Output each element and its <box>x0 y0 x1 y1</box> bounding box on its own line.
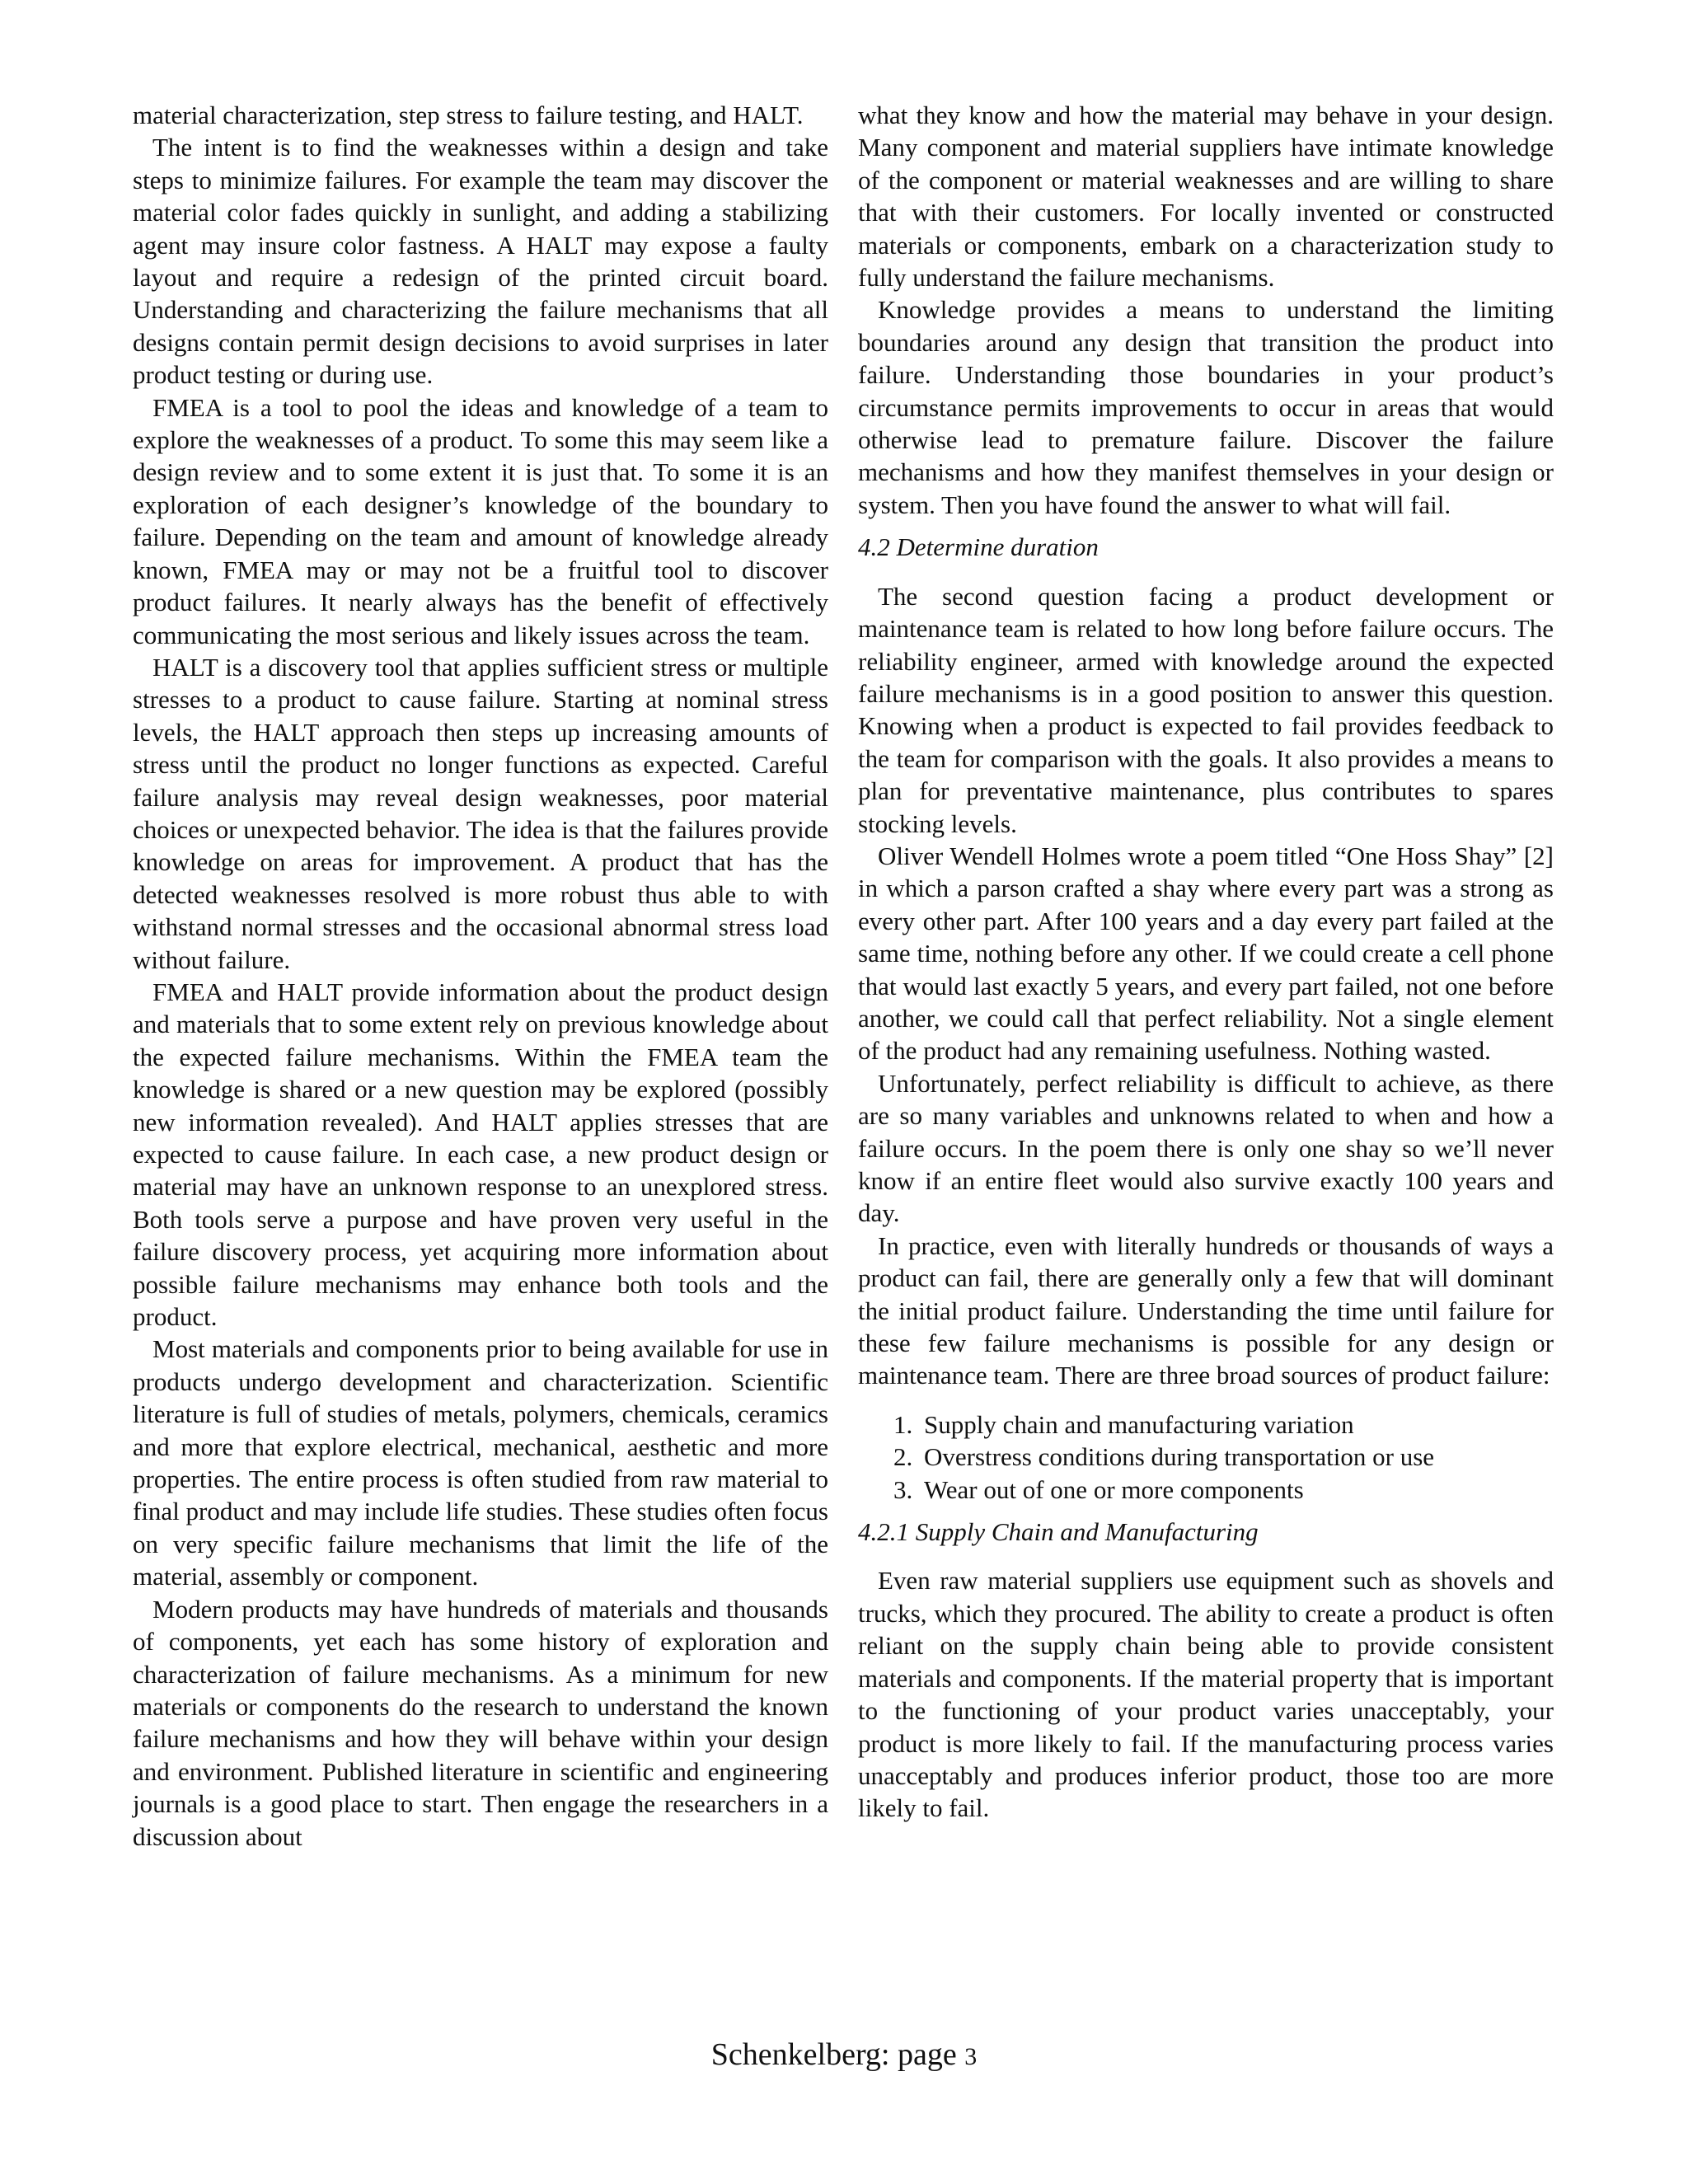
paragraph: The second question facing a product development or maintenance team is related to how long before failure occurs. The reliability engineer, armed with knowledge around the expected failure mechanisms is in a good position to answer this question. Knowing when a product is expected to fail provides feedback to the team for comparison with the goals. It also provides a means to plan for preventative maintenance, plus contributes to spares stocking levels. <box>858 581 1554 838</box>
paragraph: Oliver Wendell Holmes wrote a poem titled “One Hoss Shay” [2] in which a parson crafted a shay where every part was a strong as every other part. After 100 years and a day every part failed at the same time, nothing before any other. If we could create a cell phone that would last exactly 5 years, and every part failed, not one before another, we could call that perfect reliability. Not a single element of the product had any remaining usefulness. Nothing wasted. <box>858 841 1554 1066</box>
paragraph: HALT is a discovery tool that applies sufficient stress or multiple stresses to a product to cause failure. Starting at nominal stress levels, the HALT approach then steps up increasing amounts of stress until the product no longer functions as expected. Careful failure analysis may reveal design weaknesses, poor material choices or unexpected behavior. The idea is that the failures provide knowledge on areas for improvement. A product that has the detected weaknesses resolved is more robust thus able to with withstand normal stresses and the occasional abnormal stress load without failure. <box>133 652 828 974</box>
failure-sources-list <box>858 1408 1554 1506</box>
right-column <box>858 99 1554 1825</box>
paragraph: In practice, even with literally hundreds or thousands of ways a product can fail, there are generally only a few that will dominant the initial product failure. Understanding the time until failure for these few failure mechanisms is possible for any design or maintenance team. There are three broad sources of product failure: <box>858 1230 1554 1390</box>
paragraph: FMEA and HALT provide information about the product design and materials that to some extent rely on previous knowledge about the expected failure mechanisms. Within the FMEA team the knowledge is shared or a new question may be explored (possibly new information revealed). And HALT applies stresses that are expected to cause failure. In each case, a new product design or material may have an unknown response to an unexplored stress. Both tools serve a purpose and have proven very useful in the failure discovery process, yet acquiring more information about possible failure mechanisms may enhance both tools and the product. <box>133 977 828 1332</box>
paragraph: Even raw material suppliers use equipment such as shovels and trucks, which they procured. The ability to create a product is often reliant on the supply chain being able to provide consistent materials and components. If the material property that is important to the functioning of your product varies unacceptably, your product is more likely to fail. If the manufacturing process varies unacceptably and produces inferior product, those too are more likely to fail. <box>858 1566 1554 1823</box>
list-item: 1. Supply chain and manufacturing variation <box>919 1408 1554 1441</box>
list-item: 2. Overstress conditions during transportation or use <box>919 1441 1554 1473</box>
paragraph: FMEA is a tool to pool the ideas and knowledge of a team to explore the weaknesses of a product. To some this may seem like a design review and to some extent it is just that. To some it is an exploration of each designer’s knowledge of the boundary to failure. Depending on the team and amount of knowledge already known, FMEA may or may not be a fruitful tool to discover product failures. It nearly always has the benefit of effectively communicating the most serious and likely issues across the team. <box>133 392 828 649</box>
paragraph: material characterization, step stress to failure testing, and HALT. <box>133 101 804 129</box>
paragraph: Modern products may have hundreds of materials and thousands of components, yet each has some history of exploration and characterization of failure mechanisms. As a minimum for new materials or components do the research to understand the known failure mechanisms and how they will behave within your design and environment. Published literature in scientific and engineering journals is a good place to start. Then engage the researchers in a discussion about <box>133 1594 828 1851</box>
paragraph: Most materials and components prior to being available for use in products undergo development and characterization. Scientific literature is full of studies of metals, polymers, chemicals, ceramics and more that explore electrical, mechanical, aesthetic and more properties. The entire process is often studied from raw material to final product and may include life studies. These studies often focus on very specific failure mechanisms that limit the life of the material, assembly or component. <box>133 1334 828 1591</box>
paragraph: Knowledge provides a means to understand the limiting boundaries around any design that transition the product into failure. Understanding those boundaries in your product’s circumstance permits improvements to occur in areas that would otherwise lead to premature failure. Discover the failure mechanisms and how they manifest themselves in your design or system. Then you have found the answer to what will fail. <box>858 295 1554 519</box>
subsection-heading: 4.2.1 Supply Chain and Manufacturing <box>858 1517 1259 1547</box>
paragraph: what they know and how the material may behave in your design. Many component and material suppliers have intimate knowledge of the component or material weaknesses and are willing to share that with their customers. For locally invented or constructed materials or components, embark on a characterization study to fully understand the failure mechanisms. <box>858 101 1554 293</box>
section-heading: 4.2 Determine duration <box>858 532 1099 562</box>
list-item: 3. Wear out of one or more components <box>919 1474 1554 1506</box>
left-column <box>133 99 828 1853</box>
paragraph: Unfortunately, perfect reliability is difficult to achieve, as there are so many variables and unknowns related to when and how a failure occurs. In the poem there is only one shay so we’ll never know if an entire fleet would also survive exactly 100 years and day. <box>858 1068 1554 1228</box>
page-footer <box>0 2036 1688 2076</box>
footer-label: Schenkelberg: page <box>710 2037 957 2072</box>
page-number: 3 <box>964 2043 978 2070</box>
paragraph: The intent is to find the weaknesses within a design and take steps to minimize failures. For example the team may discover the material color fades quickly in sunlight, and adding a stabilizing agent may insure color fastness. A HALT may expose a faulty layout and require a redesign of the printed circuit board. Understanding and characterizing the failure mechanisms that all designs contain permit design decisions to avoid surprises in later product testing or during use. <box>133 133 828 390</box>
